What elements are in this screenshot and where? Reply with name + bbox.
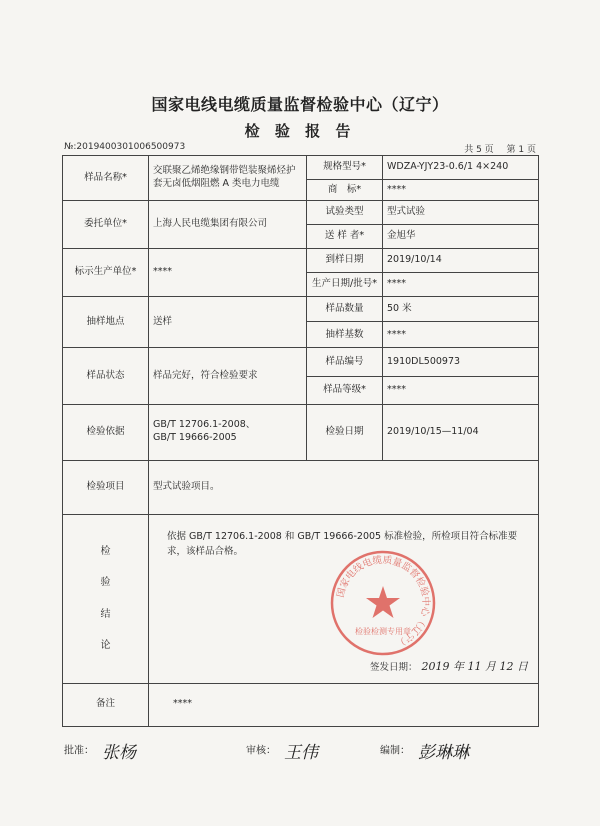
quantity-value: 50 米 bbox=[383, 296, 539, 322]
report-table bbox=[62, 155, 539, 727]
official-seal-icon bbox=[328, 548, 438, 658]
basis-standard-1: GB/T 12706.1-2008、 bbox=[153, 419, 256, 431]
seal-bottom-text: 检验检测专用章 bbox=[355, 627, 411, 636]
batch-value: **** bbox=[383, 272, 539, 296]
brand-label: 商 标* bbox=[307, 179, 383, 201]
remarks-value: **** bbox=[149, 683, 539, 726]
location-value: 送样 bbox=[149, 296, 307, 348]
test-type-value: 型式试验 bbox=[383, 201, 539, 225]
test-date-value: 2019/10/15—11/04 bbox=[383, 404, 539, 460]
conclusion-char-2: 验 bbox=[100, 577, 111, 589]
brand-value: **** bbox=[383, 179, 539, 201]
review-sig: 王伟 bbox=[284, 743, 318, 763]
base-value: **** bbox=[383, 322, 539, 348]
quantity-label: 样品数量 bbox=[307, 296, 383, 322]
compile-signature bbox=[380, 738, 469, 763]
page-number: 第 1 页 bbox=[506, 145, 536, 155]
manufacturer-value: **** bbox=[149, 248, 307, 296]
approve-label: 批准： bbox=[64, 745, 94, 757]
test-date-label: 检验日期 bbox=[307, 404, 383, 460]
compile-sig: 彭琳琳 bbox=[418, 743, 469, 763]
remarks-label: 备注 bbox=[63, 683, 149, 726]
conclusion-char-4: 论 bbox=[100, 640, 111, 652]
state-label: 样品状态 bbox=[63, 348, 149, 404]
items-value: 型式试验项目。 bbox=[149, 460, 539, 514]
test-type-label: 试验类型 bbox=[307, 201, 383, 225]
batch-label: 生产日期/批号* bbox=[307, 272, 383, 296]
arrival-date-label: 到样日期 bbox=[307, 248, 383, 272]
report-title: 国家电线电缆质量监督检验中心（辽宁） bbox=[151, 95, 449, 114]
sender-value: 金旭华 bbox=[383, 225, 539, 249]
client-value: 上海人民电缆集团有限公司 bbox=[149, 201, 307, 249]
sample-no-label: 样品编号 bbox=[307, 348, 383, 376]
approve-sig: 张杨 bbox=[102, 743, 136, 763]
client-label: 委托单位* bbox=[63, 201, 149, 249]
model-value: WDZA-YJY23-0.6/1 4×240 bbox=[383, 156, 539, 180]
base-label: 抽样基数 bbox=[307, 322, 383, 348]
report-number: №:2019400301006500973 bbox=[64, 142, 186, 152]
grade-label: 样品等级* bbox=[307, 376, 383, 404]
seal-ring-text: 国家电线电缆质量监督检验中心（辽宁） bbox=[335, 554, 432, 649]
issue-date bbox=[370, 660, 528, 675]
basis-label: 检验依据 bbox=[63, 404, 149, 460]
sender-label: 送 样 者* bbox=[307, 225, 383, 249]
approve-signature bbox=[64, 738, 136, 763]
location-label: 抽样地点 bbox=[63, 296, 149, 348]
page-indicator bbox=[454, 142, 536, 155]
conclusion-label bbox=[63, 514, 149, 683]
arrival-date-value: 2019/10/14 bbox=[383, 248, 539, 272]
sample-name-label: 样品名称* bbox=[63, 156, 149, 201]
total-pages: 共 5 页 bbox=[464, 145, 494, 155]
basis-standard-2: GB/T 19666-2005 bbox=[153, 432, 237, 444]
review-label: 审核： bbox=[246, 745, 276, 757]
conclusion-text: 依据 GB/T 12706.1-2008 和 GB/T 19666-2005 标准检验，所检项目符合标准要求，该样品合格。 bbox=[167, 530, 518, 558]
model-label: 规格型号* bbox=[307, 156, 383, 180]
issue-date-label: 签发日期： bbox=[370, 661, 418, 673]
conclusion-char-3: 结 bbox=[100, 608, 111, 620]
basis-value bbox=[149, 404, 307, 460]
conclusion-char-1: 检 bbox=[100, 545, 111, 557]
grade-value: **** bbox=[383, 376, 539, 404]
review-signature bbox=[246, 738, 318, 763]
sample-no-value: 1910DL500973 bbox=[383, 348, 539, 376]
manufacturer-label: 标示生产单位* bbox=[63, 248, 149, 296]
issue-date-value: 2019 年 11 月 12 日 bbox=[421, 659, 528, 673]
compile-label: 编制： bbox=[380, 745, 410, 757]
state-value: 样品完好，符合检验要求 bbox=[149, 348, 307, 404]
report-subtitle: 检 验 报 告 bbox=[244, 122, 356, 140]
sample-name-value: 交联聚乙烯绝缘钢带铠装聚烯烃护套无卤低烟阻燃 A 类电力电缆 bbox=[149, 156, 307, 201]
items-label: 检验项目 bbox=[63, 460, 149, 514]
